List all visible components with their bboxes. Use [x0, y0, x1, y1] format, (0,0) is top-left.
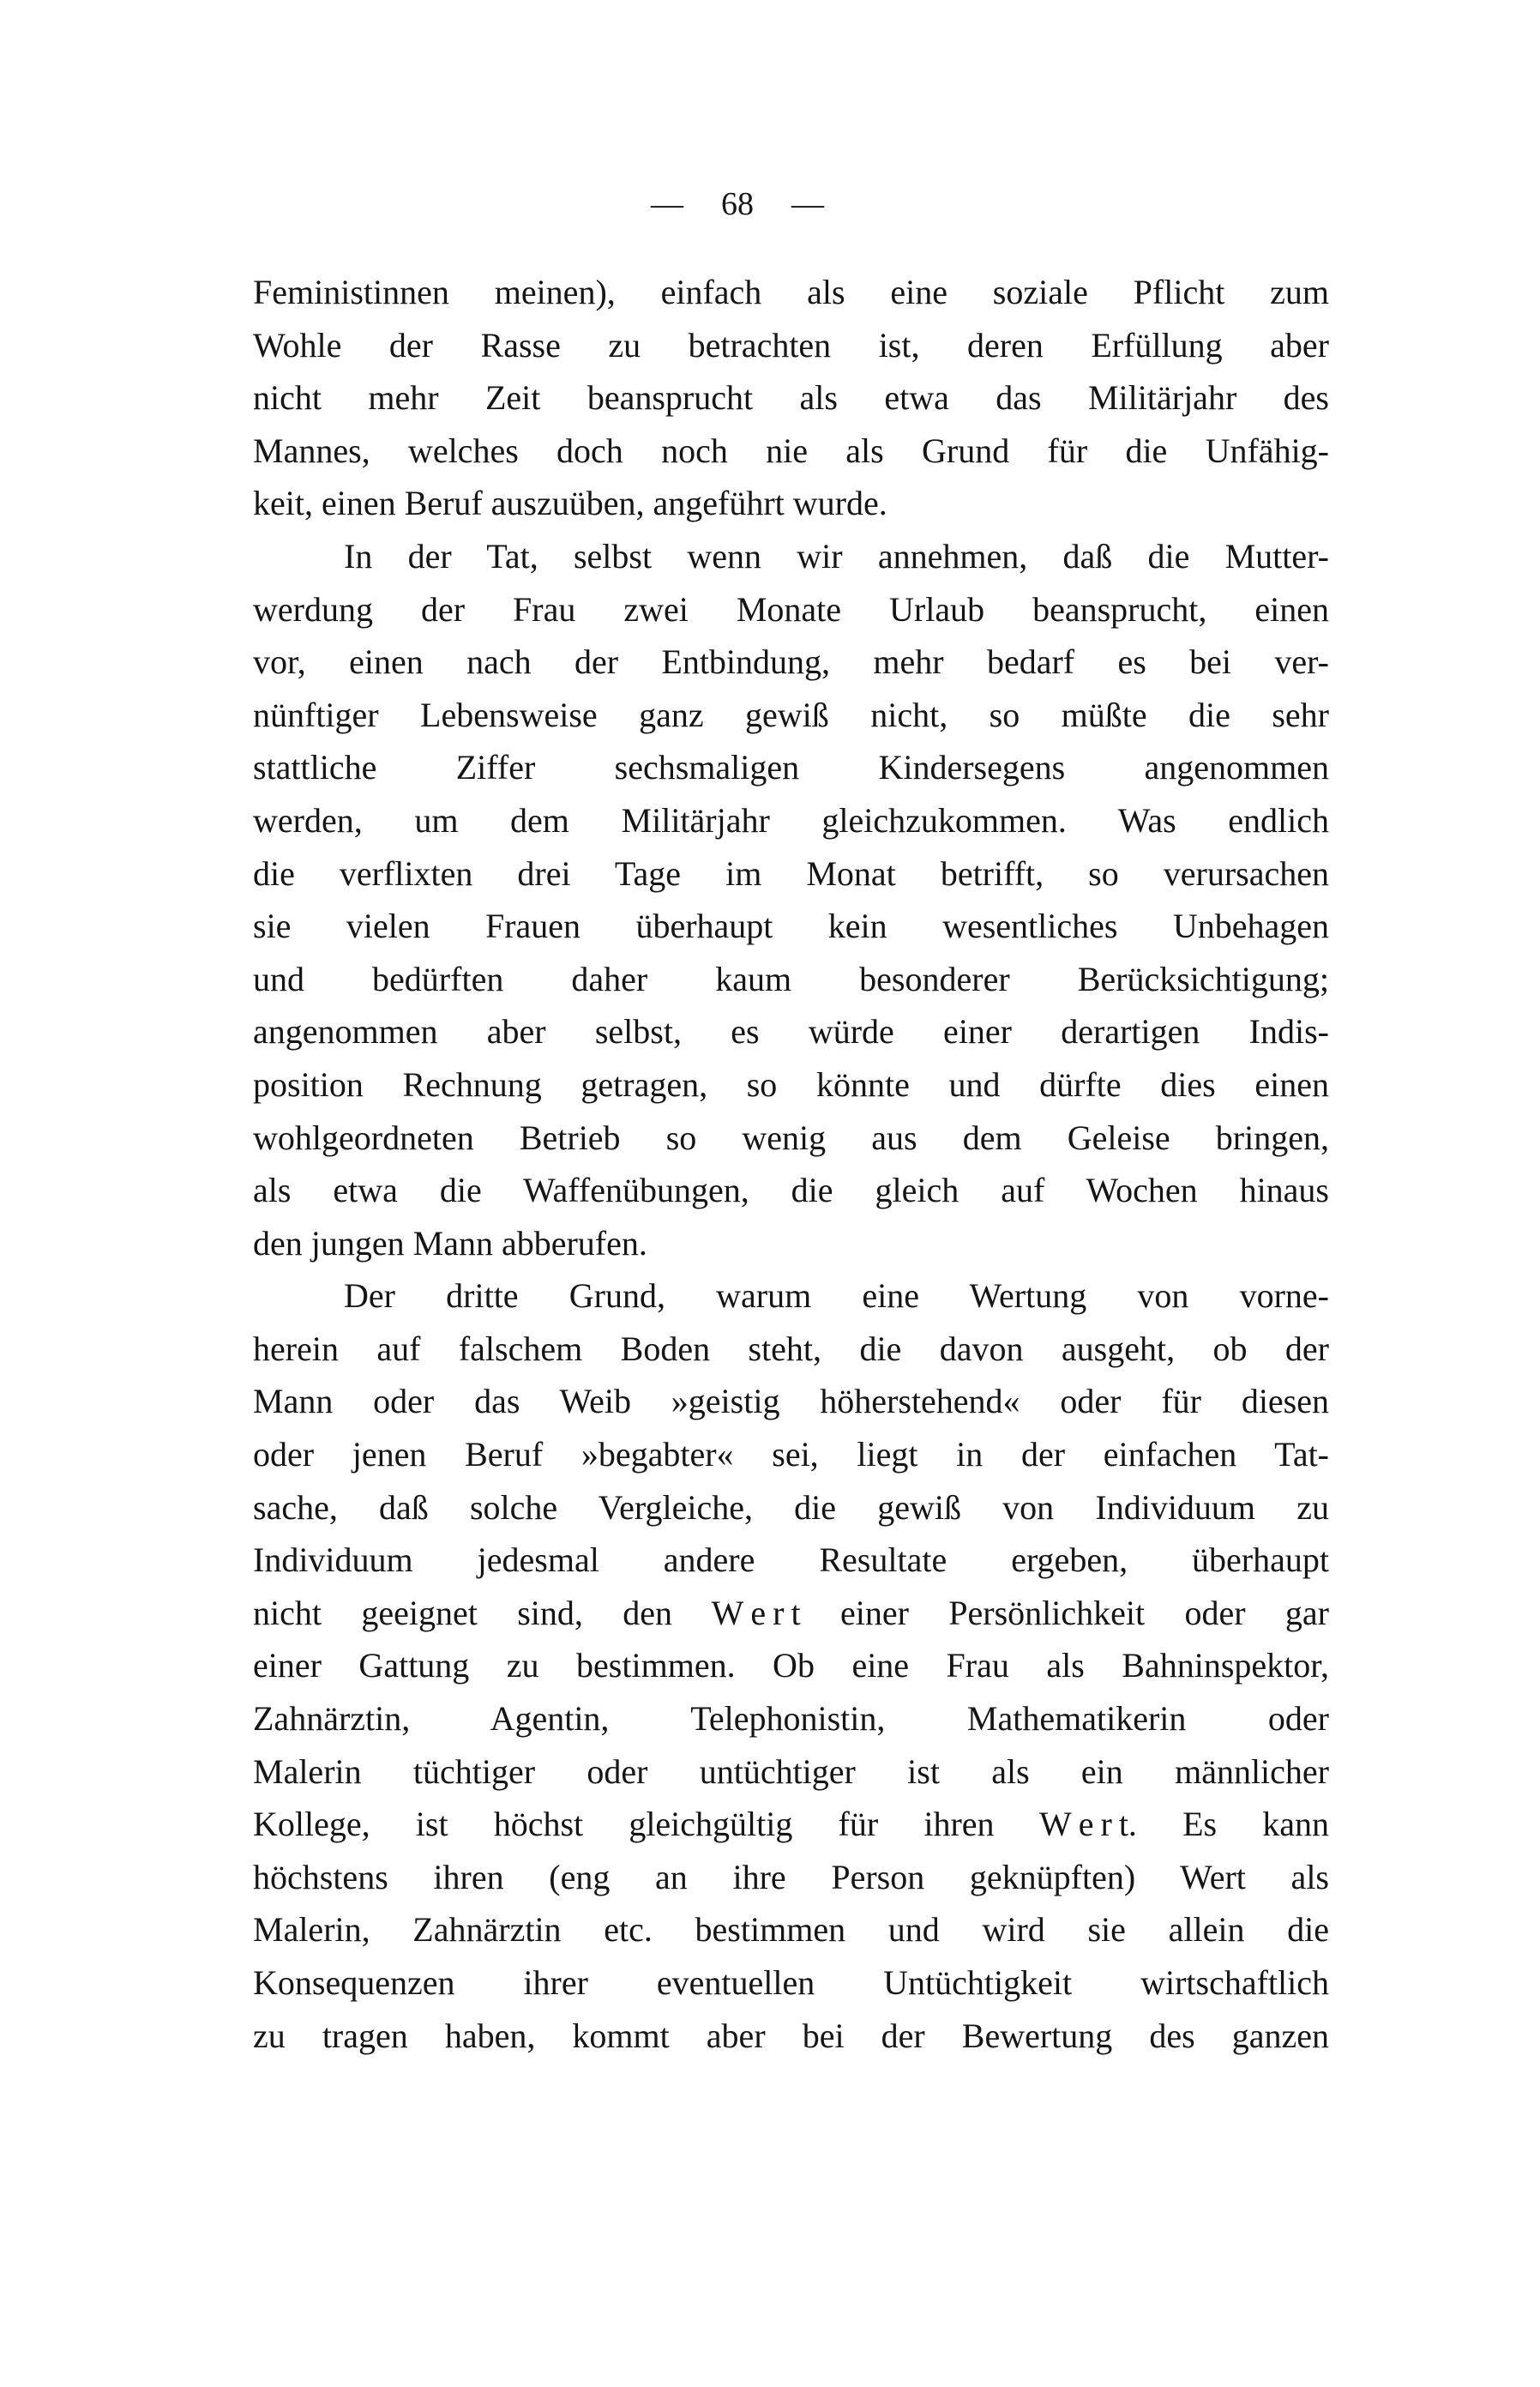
text-line: nicht geeignet sind, den W e r t einer Persönlichkeit oder gar [253, 1593, 1329, 1632]
text-line: keit, einen Beruf auszuüben, angeführt wurde. [253, 484, 887, 523]
text-line: Zahnärztin, Agentin, Telephonistin, Mathematikerin oder [253, 1699, 1329, 1739]
text-line: einer Gattung zu bestimmen. Ob eine Frau als Bahninspektor, [253, 1646, 1329, 1685]
text-line: als etwa die Waffenübungen, die gleich auf Wochen hinaus [253, 1171, 1329, 1210]
text-line: die verflixten drei Tage im Monat betrifft, so verursachen [253, 853, 1329, 893]
text-line: Mannes, welches doch noch nie als Grund für die Unfähig- [253, 431, 1329, 470]
text-line: vor, einen nach der Entbindung, mehr bedarf es bei ver- [253, 642, 1329, 682]
text-line: wohlgeordneten Betrieb so wenig aus dem Geleise bringen, [253, 1118, 1329, 1157]
text-line: herein auf falschem Boden steht, die davon ausgeht, ob der [253, 1329, 1329, 1368]
text-line: Der dritte Grund, warum eine Wertung von vorne- [344, 1276, 1329, 1316]
text-line: Mann oder das Weib »geistig höherstehend« oder für diesen [253, 1382, 1329, 1421]
header-left-dash: — [651, 186, 683, 222]
text-line: und bedürften daher kaum besonderer Berücksichtigung; [253, 959, 1329, 998]
text-line: Malerin tüchtiger oder untüchtiger ist als ein männlicher [253, 1751, 1329, 1791]
text-line: Individuum jedesmal andere Resultate ergeben, überhaupt [253, 1540, 1329, 1580]
text-block [253, 266, 1329, 2062]
text-line: sache, daß solche Vergleiche, die gewiß von Individuum zu [253, 1487, 1329, 1527]
text-line: den jungen Mann abberufen. [253, 1223, 647, 1263]
text-line: Malerin, Zahnärztin etc. bestimmen und wird sie allein die [253, 1910, 1329, 1950]
text-line: nünftiger Lebensweise ganz gewiß nicht, so müßte die sehr [253, 695, 1329, 734]
text-line: Kollege, ist höchst gleichgültig für ihren W e r t. Es kann [253, 1805, 1329, 1844]
text-line: Wohle der Rasse zu betrachten ist, deren Erfüllung aber [253, 325, 1329, 365]
text-line: sie vielen Frauen überhaupt kein wesentliches Unbehagen [253, 907, 1329, 946]
text-line: zu tragen haben, kommt aber bei der Bewertung des ganzen [253, 2016, 1329, 2055]
text-line: werden, um dem Militärjahr gleichzukommen. Was endlich [253, 800, 1329, 840]
text-line: stattliche Ziffer sechsmaligen Kindersegens angenommen [253, 748, 1329, 787]
header-right-dash: — [791, 186, 824, 222]
text-line: In der Tat, selbst wenn wir annehmen, daß die Mutter- [344, 536, 1329, 576]
text-line: nicht mehr Zeit beansprucht als etwa das Militärjahr des [253, 378, 1329, 418]
page-number: 68 [721, 186, 754, 222]
page-header [253, 185, 1222, 223]
text-line: Konsequenzen ihrer eventuellen Untüchtigkeit wirtschaftlich [253, 1963, 1329, 2002]
text-line: position Rechnung getragen, so könnte und dürfte dies einen [253, 1064, 1329, 1104]
text-line: Feministinnen meinen), einfach als eine soziale Pflicht zum [253, 273, 1329, 311]
text-line: oder jenen Beruf »begabter« sei, liegt in der einfachen Tat- [253, 1435, 1329, 1474]
text-line: höchstens ihren (eng an ihre Person geknüpften) Wert als [253, 1857, 1329, 1896]
text-line: werdung der Frau zwei Monate Urlaub beansprucht, einen [253, 589, 1329, 629]
text-line: angenommen aber selbst, es würde einer derartigen Indis- [253, 1012, 1329, 1052]
